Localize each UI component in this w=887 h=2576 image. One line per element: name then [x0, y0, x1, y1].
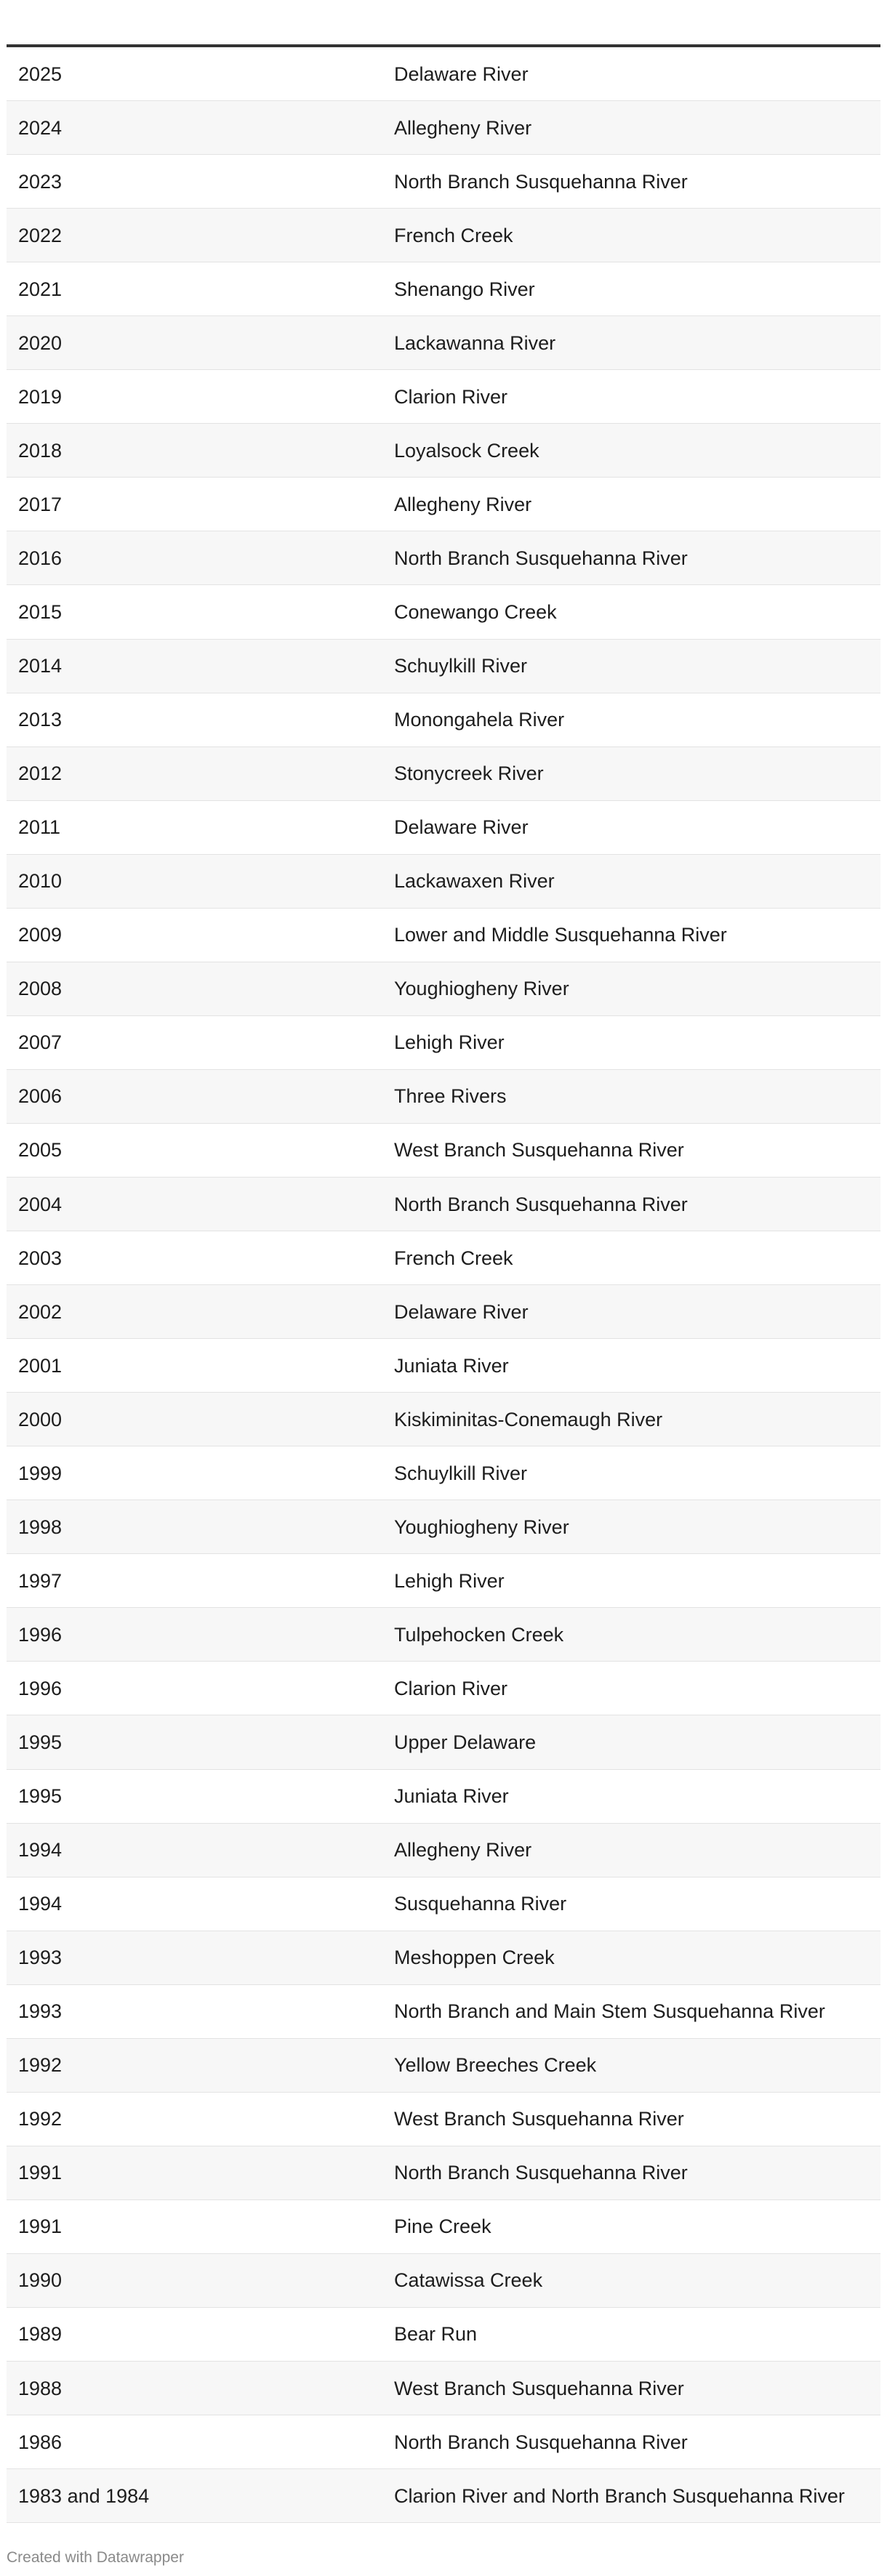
river-cell: Lehigh River [394, 1031, 505, 1054]
river-cell: Conewango Creek [394, 600, 557, 623]
year-cell: 2021 [18, 278, 63, 300]
year-cell: 2025 [18, 63, 63, 85]
table-row [7, 1231, 880, 1285]
river-cell: North Branch Susquehanna River [394, 170, 688, 193]
table-row [7, 2415, 880, 2469]
river-cell: French Creek [394, 1247, 513, 1269]
year-cell: 2010 [18, 870, 63, 893]
river-cell: North Branch Susquehanna River [394, 547, 688, 569]
year-cell: 1996 [18, 1677, 63, 1699]
year-cell: 2002 [18, 1300, 63, 1323]
table-row [7, 478, 880, 531]
year-cell: 2014 [18, 655, 63, 677]
table-row [7, 640, 880, 693]
year-cell: 1993 [18, 1947, 63, 1969]
river-cell: Clarion River and North Branch Susquehanna River [394, 2484, 845, 2507]
river-cell: North Branch Susquehanna River [394, 2431, 688, 2453]
year-cell: 1995 [18, 1785, 63, 1808]
river-cell: Clarion River [394, 385, 508, 408]
table-row [7, 2039, 880, 2093]
year-cell: 2006 [18, 1085, 63, 1108]
table-row [7, 1770, 880, 1824]
river-cell: North Branch Susquehanna River [394, 2162, 688, 2184]
year-cell: 1999 [18, 1462, 63, 1484]
year-cell: 1988 [18, 2377, 63, 2399]
year-cell: 1998 [18, 1516, 63, 1538]
table-row [7, 2362, 880, 2415]
table-row [7, 909, 880, 962]
year-cell: 1994 [18, 1893, 63, 1915]
river-cell: Schuylkill River [394, 1462, 528, 1484]
year-cell: 2022 [18, 224, 63, 246]
table-row [7, 531, 880, 585]
river-cell: Pine Creek [394, 2215, 491, 2238]
table-row [7, 1554, 880, 1608]
table-row [7, 424, 880, 478]
river-cell: Juniata River [394, 1785, 509, 1808]
table-row [7, 1715, 880, 1769]
year-cell: 2009 [18, 924, 63, 946]
river-cell: Kiskiminitas-Conemaugh River [394, 1408, 663, 1430]
year-cell: 1989 [18, 2323, 63, 2346]
year-cell: 2015 [18, 600, 63, 623]
year-cell: 2004 [18, 1193, 63, 1215]
year-cell: 1997 [18, 1569, 63, 1592]
year-cell: 2001 [18, 1354, 63, 1377]
table-row [7, 262, 880, 316]
river-cell: Loyalsock Creek [394, 439, 539, 462]
table-row [7, 370, 880, 424]
table-row [7, 2254, 880, 2308]
table-row [7, 693, 880, 747]
year-cell: 2008 [18, 978, 63, 1000]
table-row [7, 1931, 880, 1985]
river-cell: Delaware River [394, 63, 529, 85]
year-cell: 1992 [18, 2108, 63, 2130]
river-cell: Juniata River [394, 1354, 509, 1377]
river-cell: Yellow Breeches Creek [394, 2054, 597, 2077]
year-cell: 1996 [18, 1623, 63, 1646]
table-row [7, 2308, 880, 2362]
river-cell: Clarion River [394, 1677, 508, 1699]
year-cell: 1994 [18, 1839, 63, 1861]
table-row [7, 2200, 880, 2254]
year-cell: 2011 [18, 816, 61, 839]
river-cell: Stonycreek River [394, 762, 544, 785]
year-cell: 2024 [18, 116, 63, 139]
table-row [7, 1124, 880, 1178]
year-cell: 2023 [18, 170, 63, 193]
river-cell: Upper Delaware [394, 1731, 537, 1753]
river-cell: French Creek [394, 224, 513, 246]
table-row [7, 855, 880, 909]
table-row [7, 2146, 880, 2200]
year-cell: 2018 [18, 439, 63, 462]
table-row [7, 1016, 880, 1070]
year-cell: 1991 [18, 2162, 63, 2184]
river-cell: Youghiogheny River [394, 978, 569, 1000]
year-cell: 2012 [18, 762, 63, 785]
river-cell: Susquehanna River [394, 1893, 567, 1915]
table-row [7, 316, 880, 370]
year-cell: 2017 [18, 493, 63, 515]
year-cell: 1992 [18, 2054, 63, 2077]
table-row [7, 209, 880, 262]
year-cell: 1995 [18, 1731, 63, 1753]
table-row [7, 1662, 880, 1715]
table-row [7, 1877, 880, 1931]
table-row [7, 1339, 880, 1393]
table-row [7, 801, 880, 855]
river-cell: West Branch Susquehanna River [394, 2108, 684, 2130]
datawrapper-credit-link[interactable]: Created with Datawrapper [7, 2549, 184, 2566]
river-cell: Lower and Middle Susquehanna River [394, 924, 727, 946]
river-cell: Allegheny River [394, 493, 532, 515]
river-cell: North Branch Susquehanna River [394, 1193, 688, 1215]
table-row [7, 101, 880, 155]
table-row [7, 155, 880, 209]
river-cell: West Branch Susquehanna River [394, 1139, 684, 1162]
table-row [7, 1070, 880, 1124]
year-cell: 1983 and 1984 [18, 2484, 150, 2507]
year-cell: 2016 [18, 547, 63, 569]
river-cell: Bear Run [394, 2323, 478, 2346]
river-cell: North Branch and Main Stem Susquehanna River [394, 2000, 825, 2023]
year-cell: 1990 [18, 2269, 63, 2292]
river-cell: Shenango River [394, 278, 535, 300]
river-cell: Monongahela River [394, 709, 565, 731]
year-cell: 2019 [18, 385, 63, 408]
river-cell: Three Rivers [394, 1085, 507, 1108]
table-row [7, 1178, 880, 1231]
river-cell: Tulpehocken Creek [394, 1623, 564, 1646]
table-row [7, 2469, 880, 2523]
year-cell: 2000 [18, 1408, 63, 1430]
table-row [7, 585, 880, 639]
table-row [7, 1608, 880, 1662]
river-cell: Allegheny River [394, 1839, 532, 1861]
table-row [7, 1393, 880, 1446]
year-cell: 1991 [18, 2215, 63, 2238]
river-cell: Lackawaxen River [394, 870, 555, 893]
year-cell: 2013 [18, 709, 63, 731]
river-cell: Catawissa Creek [394, 2269, 543, 2292]
table-row [7, 1446, 880, 1500]
table-row [7, 1824, 880, 1877]
table-row [7, 1500, 880, 1554]
table-row [7, 962, 880, 1016]
table-row [7, 1285, 880, 1339]
table-row [7, 1985, 880, 2039]
rivers-table [7, 44, 880, 2523]
year-cell: 2007 [18, 1031, 63, 1054]
year-cell: 2020 [18, 331, 63, 354]
year-cell: 2005 [18, 1139, 63, 1162]
year-cell: 1986 [18, 2431, 63, 2453]
river-cell: West Branch Susquehanna River [394, 2377, 684, 2399]
river-cell: Youghiogheny River [394, 1516, 569, 1538]
year-cell: 2003 [18, 1247, 63, 1269]
river-cell: Meshoppen Creek [394, 1947, 555, 1969]
year-cell: 1993 [18, 2000, 63, 2023]
table-row [7, 47, 880, 101]
river-cell: Lehigh River [394, 1569, 505, 1592]
table-row [7, 747, 880, 801]
table-row [7, 2093, 880, 2146]
river-cell: Lackawanna River [394, 331, 556, 354]
river-cell: Schuylkill River [394, 655, 528, 677]
river-cell: Allegheny River [394, 116, 532, 139]
river-cell: Delaware River [394, 816, 529, 839]
river-cell: Delaware River [394, 1300, 529, 1323]
